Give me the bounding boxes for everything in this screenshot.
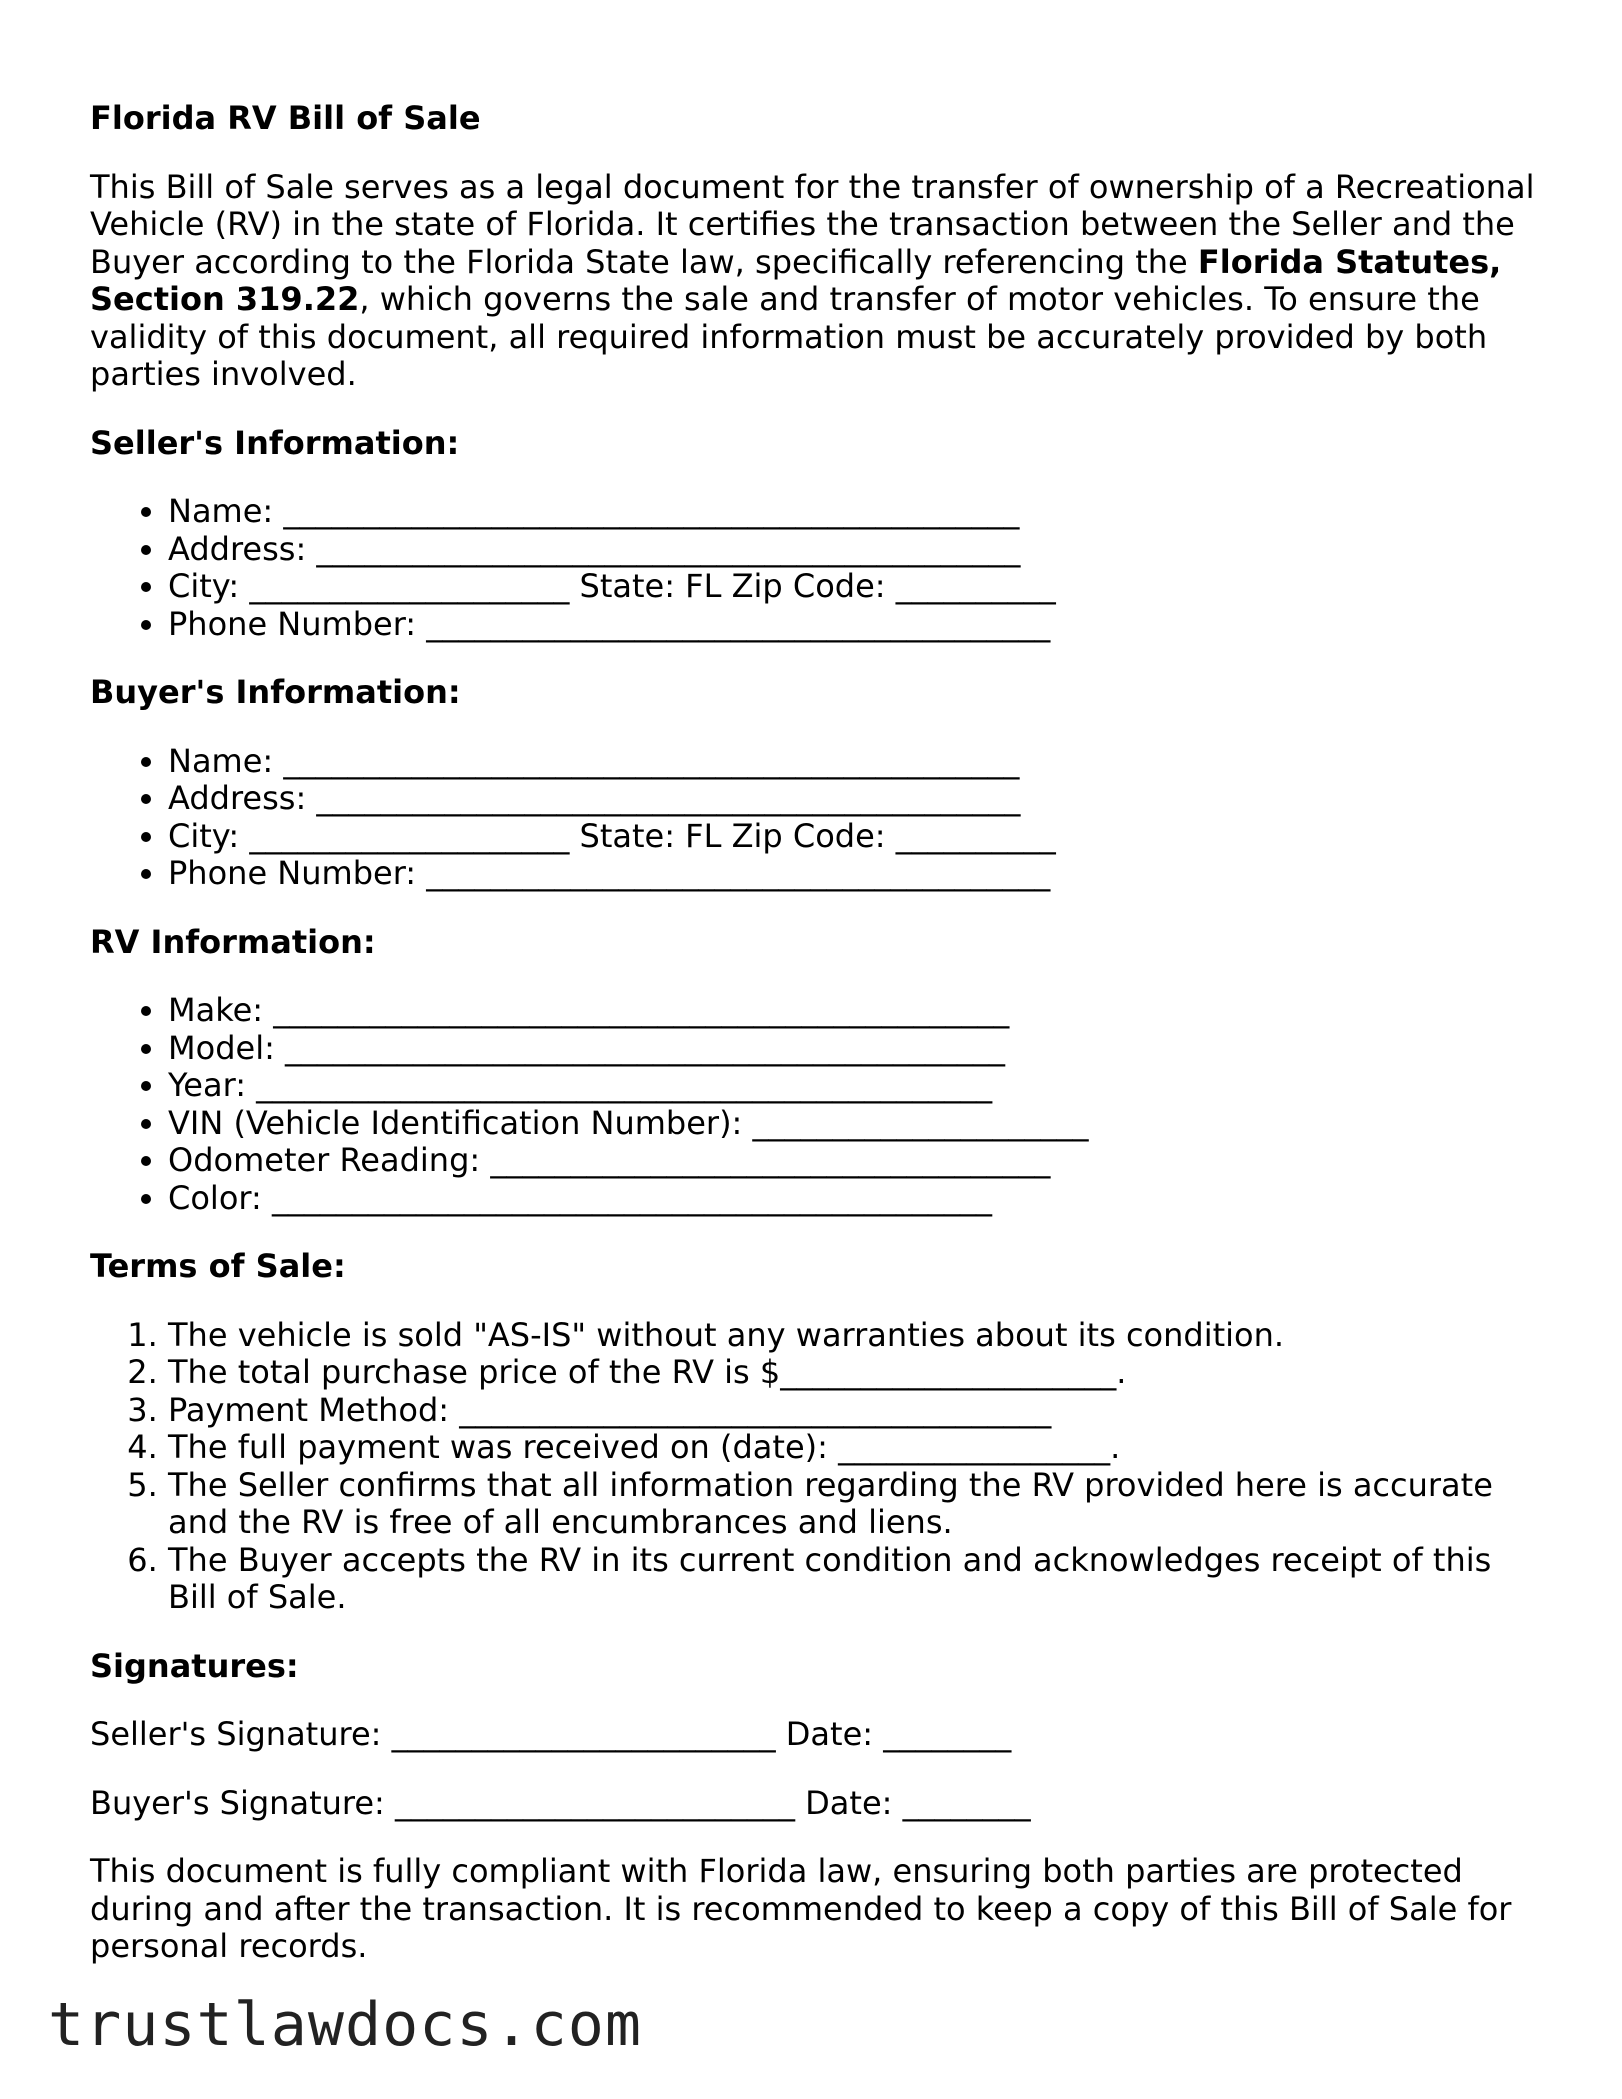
term-item: 3. Payment Method: _____________________________________ — [168, 1392, 1540, 1430]
document-page — [90, 100, 1540, 1966]
signatures-heading: Signatures: — [90, 1646, 299, 1685]
terms-list — [90, 1317, 1540, 1617]
seller-heading: Seller's Information: — [90, 423, 460, 462]
term-item: 6. The Buyer accepts the RV in its current condition and acknowledges receipt of this Bill of Sale. — [168, 1542, 1540, 1617]
seller-info-list — [90, 493, 1540, 643]
buyer-heading: Buyer's Information: — [90, 673, 461, 711]
intro-text-1: This Bill of Sale serves as a legal document for the transfer of ownership of a Recreational Vehicle (RV) in the state of Florida. It certifies the transaction between the Seller and the Buyer according to the Florida State law, specifically referencing the — [90, 167, 1535, 281]
buyer-signature-line: Buyer's Signature: _________________________ Date: ________ — [90, 1783, 1031, 1822]
term-item: 2. The total purchase price of the RV is $_____________________. — [168, 1354, 1540, 1392]
intro-paragraph — [90, 169, 1540, 394]
terms-heading: Terms of Sale: — [90, 1247, 346, 1285]
closing-paragraph: This document is fully compliant with Florida law, ensuring both parties are protected during and after the transaction. It is recommended to keep a copy of this Bill of Sale for personal records. — [90, 1852, 1512, 1965]
seller-name-field: • Name: ______________________________________________ — [168, 493, 1540, 531]
term-item: 4. The full payment was received on (date): _________________. — [168, 1429, 1540, 1467]
buyer-info-list — [90, 743, 1540, 893]
buyer-phone-field: • Phone Number: _______________________________________ — [168, 855, 1540, 893]
buyer-address-field: • Address: ____________________________________________ — [168, 780, 1540, 818]
rv-odometer-field: • Odometer Reading: ___________________________________ — [168, 1142, 1540, 1180]
document-title: Florida RV Bill of Sale — [90, 99, 481, 137]
buyer-name-field: • Name: ______________________________________________ — [168, 743, 1540, 781]
buyer-city-field: • City: ____________________ State: FL Zip Code: __________ — [168, 818, 1540, 856]
term-item: 1. The vehicle is sold "AS-IS" without any warranties about its condition. — [168, 1317, 1540, 1355]
watermark-text: trustlawdocs.com — [48, 1990, 642, 2060]
rv-info-list — [90, 992, 1540, 1217]
rv-model-field: • Model: _____________________________________________ — [168, 1030, 1540, 1068]
rv-make-field: • Make: ______________________________________________ — [168, 992, 1540, 1030]
rv-year-field: • Year: ______________________________________________ — [168, 1067, 1540, 1105]
seller-address-field: • Address: ____________________________________________ — [168, 531, 1540, 569]
rv-color-field: • Color: _____________________________________________ — [168, 1180, 1540, 1218]
intro-text-2: , which governs the sale and transfer of motor vehicles. To ensure the validity of this document, all required information must be accurately provided by both parties involved. — [90, 280, 1488, 393]
seller-city-field: • City: ____________________ State: FL Zip Code: __________ — [168, 568, 1540, 606]
statute-reference: Florida Statutes, Section 319.22 — [90, 242, 1502, 318]
term-item: 5. The Seller confirms that all information regarding the RV provided here is accurate and the RV is free of all encumbrances and liens. — [168, 1467, 1540, 1542]
seller-phone-field: • Phone Number: _______________________________________ — [168, 606, 1540, 644]
rv-heading: RV Information: — [90, 922, 376, 961]
rv-vin-field: • VIN (Vehicle Identification Number): _____________________ — [168, 1105, 1540, 1143]
seller-signature-line: Seller's Signature: ________________________ Date: ________ — [90, 1715, 1012, 1753]
